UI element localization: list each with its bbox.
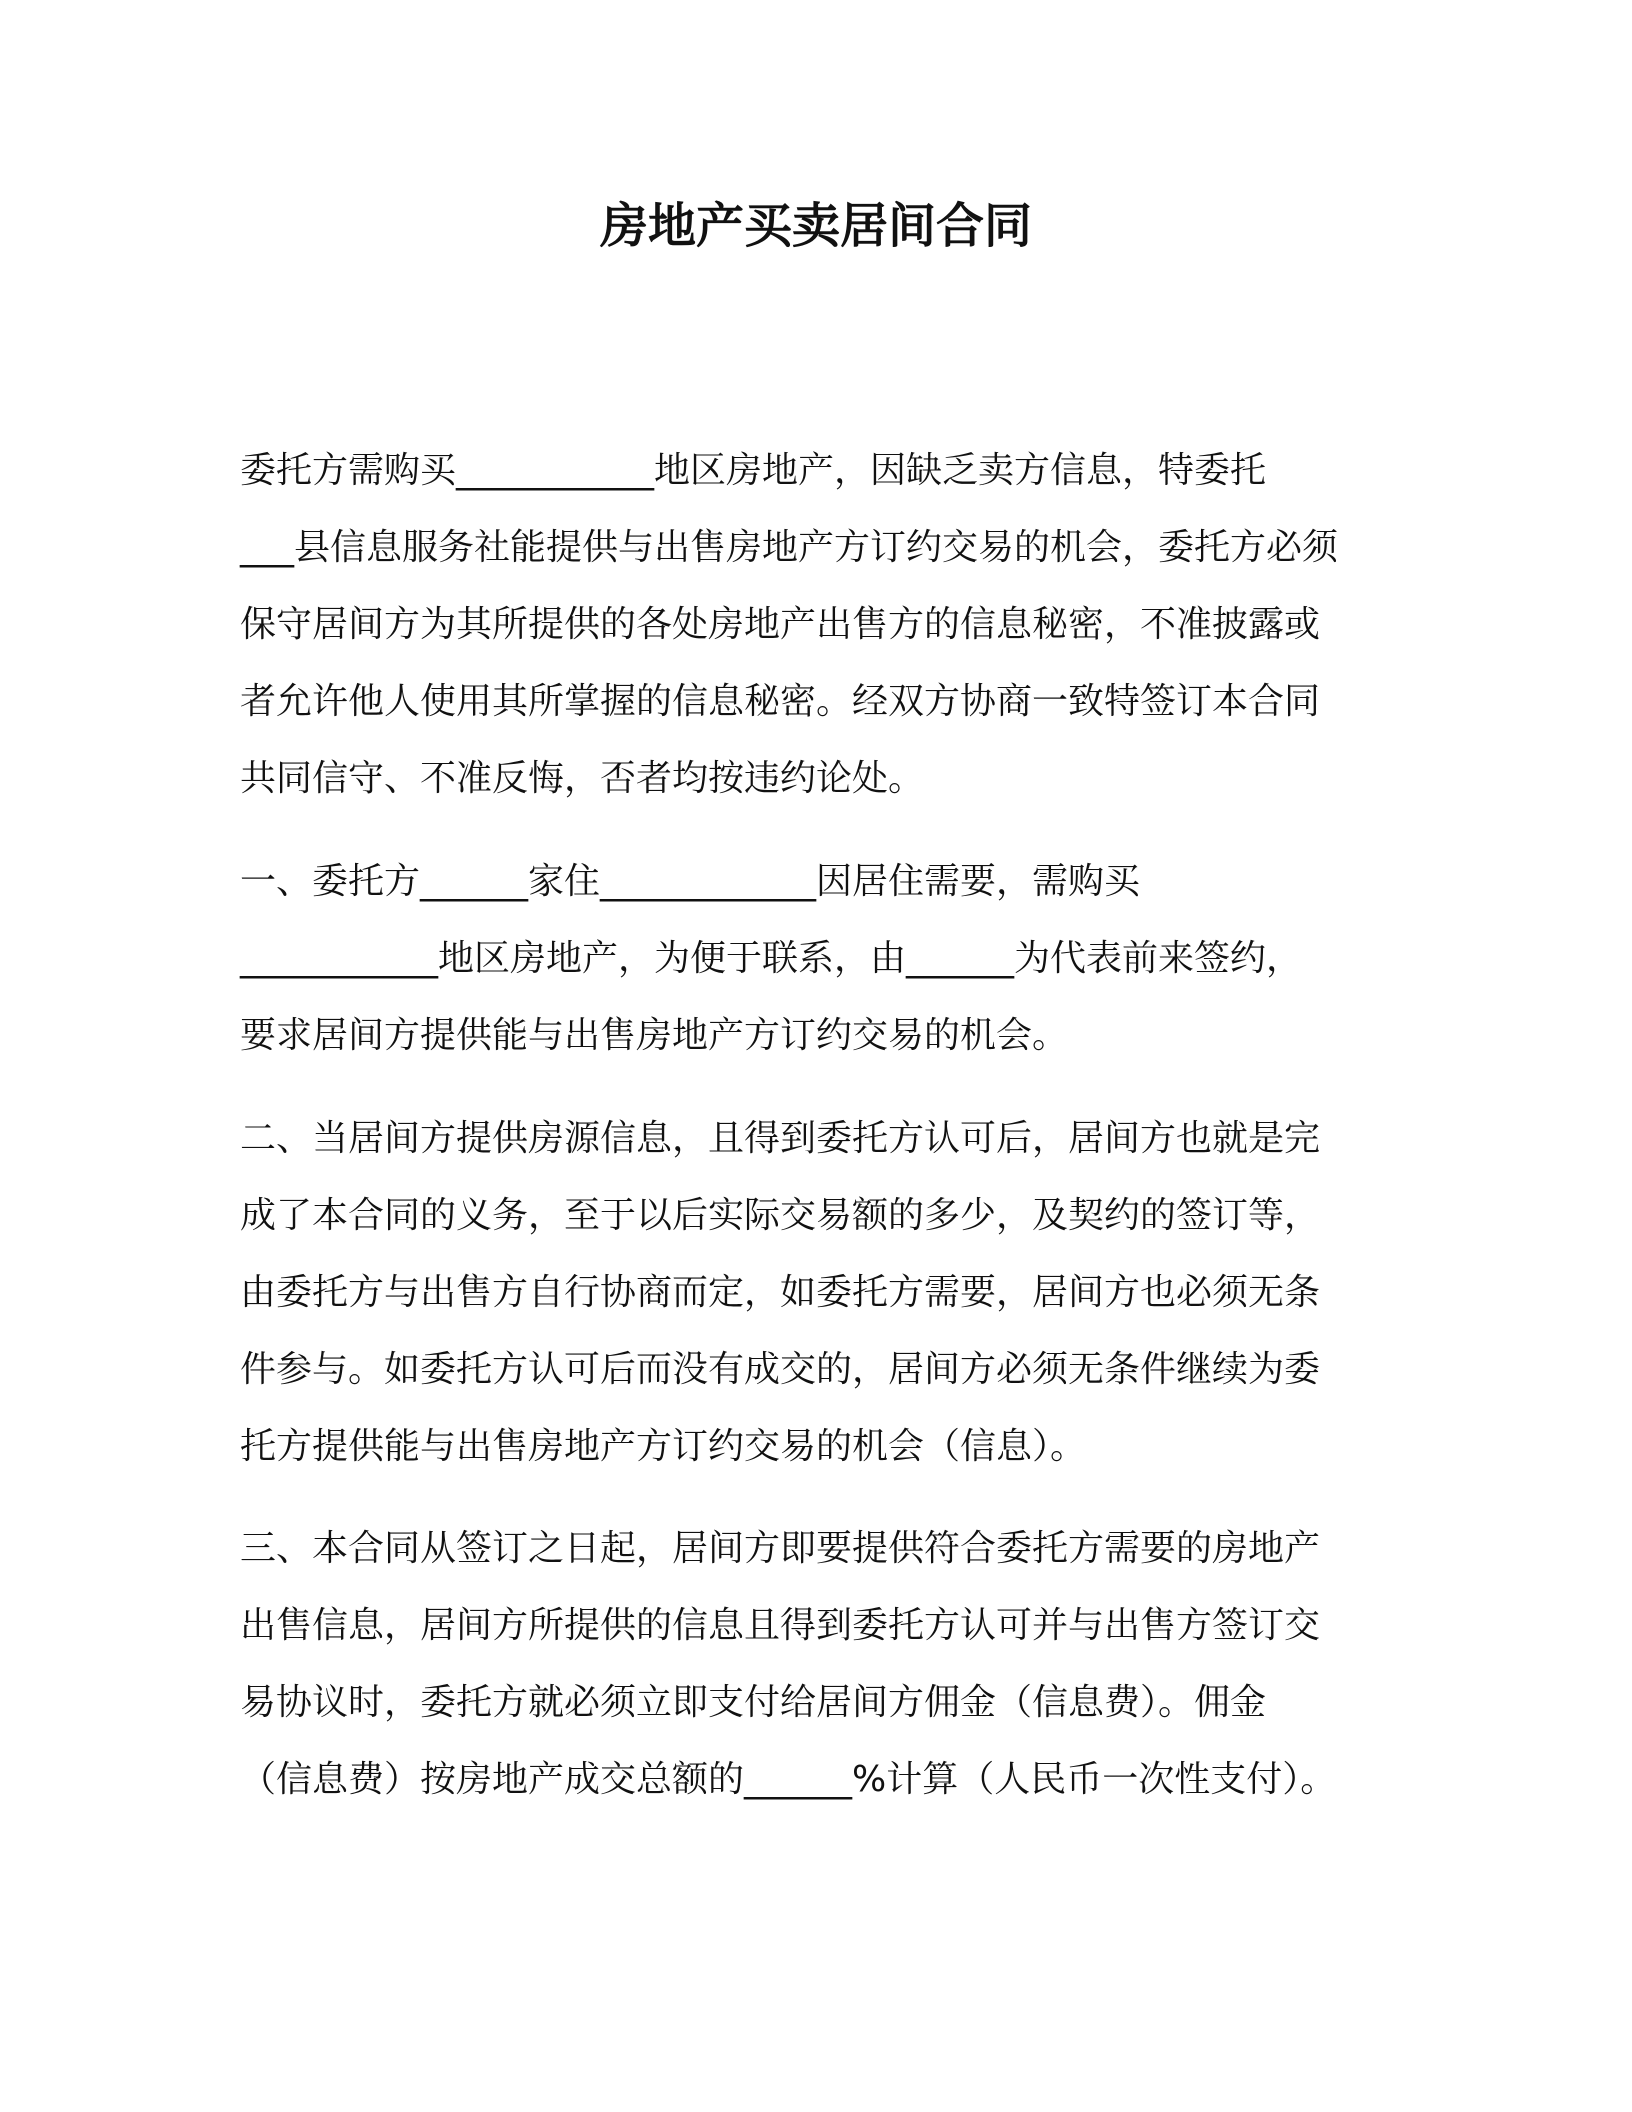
paragraph-line: 保守居间方为其所提供的各处房地产出售方的信息秘密，不准披露或 [240, 604, 1321, 645]
paragraph-clause-1 [240, 843, 1400, 1074]
paragraph-line: 共同信守、不准反悔，否者均按违约论处。 [240, 758, 925, 799]
paragraph-line: 易协议时，委托方就必须立即支付给居间方佣金（信息费）。佣金 [240, 1682, 1267, 1723]
paragraph-line: 托方提供能与出售房地产方订约交易的机会（信息）。 [240, 1426, 1087, 1467]
paragraph-clause-3 [240, 1510, 1400, 1818]
document-title: 房地产买卖居间合同 [599, 198, 1032, 254]
paragraph-line: 出售信息，居间方所提供的信息且得到委托方认可并与出售方签订交 [240, 1605, 1321, 1646]
paragraph-line: 成了本合同的义务，至于以后实际交易额的多少，及契约的签订等， [240, 1195, 1321, 1236]
paragraph-line: ___________地区房地产，为便于联系，由______为代表前来签约， [240, 938, 1303, 979]
paragraph-line: ___县信息服务社能提供与出售房地产方订约交易的机会，委托方必须 [240, 527, 1339, 568]
paragraph-line: （信息费）按房地产成交总额的______%计算（人民币一次性支付）。 [240, 1759, 1337, 1800]
paragraph-line: 委托方需购买___________地区房地产，因缺乏卖方信息，特委托 [240, 450, 1267, 491]
paragraph-line: 者允许他人使用其所掌握的信息秘密。经双方协商一致特签订本合同 [240, 681, 1321, 722]
paragraph-line: 件参与。如委托方认可后而没有成交的，居间方必须无条件继续为委 [240, 1349, 1321, 1390]
paragraph-line: 一、委托方______家住____________因居住需要，需购买 [240, 861, 1141, 902]
paragraph-line: 由委托方与出售方自行协商而定，如委托方需要，居间方也必须无条 [240, 1272, 1321, 1313]
paragraph-clause-2 [240, 1100, 1400, 1485]
paragraph-line: 要求居间方提供能与出售房地产方订约交易的机会。 [240, 1015, 1069, 1056]
paragraph-preamble [240, 432, 1400, 817]
paragraph-line: 三、本合同从签订之日起，居间方即要提供符合委托方需要的房地产 [240, 1528, 1321, 1569]
paragraph-line: 二、当居间方提供房源信息，且得到委托方认可后，居间方也就是完 [240, 1118, 1321, 1159]
